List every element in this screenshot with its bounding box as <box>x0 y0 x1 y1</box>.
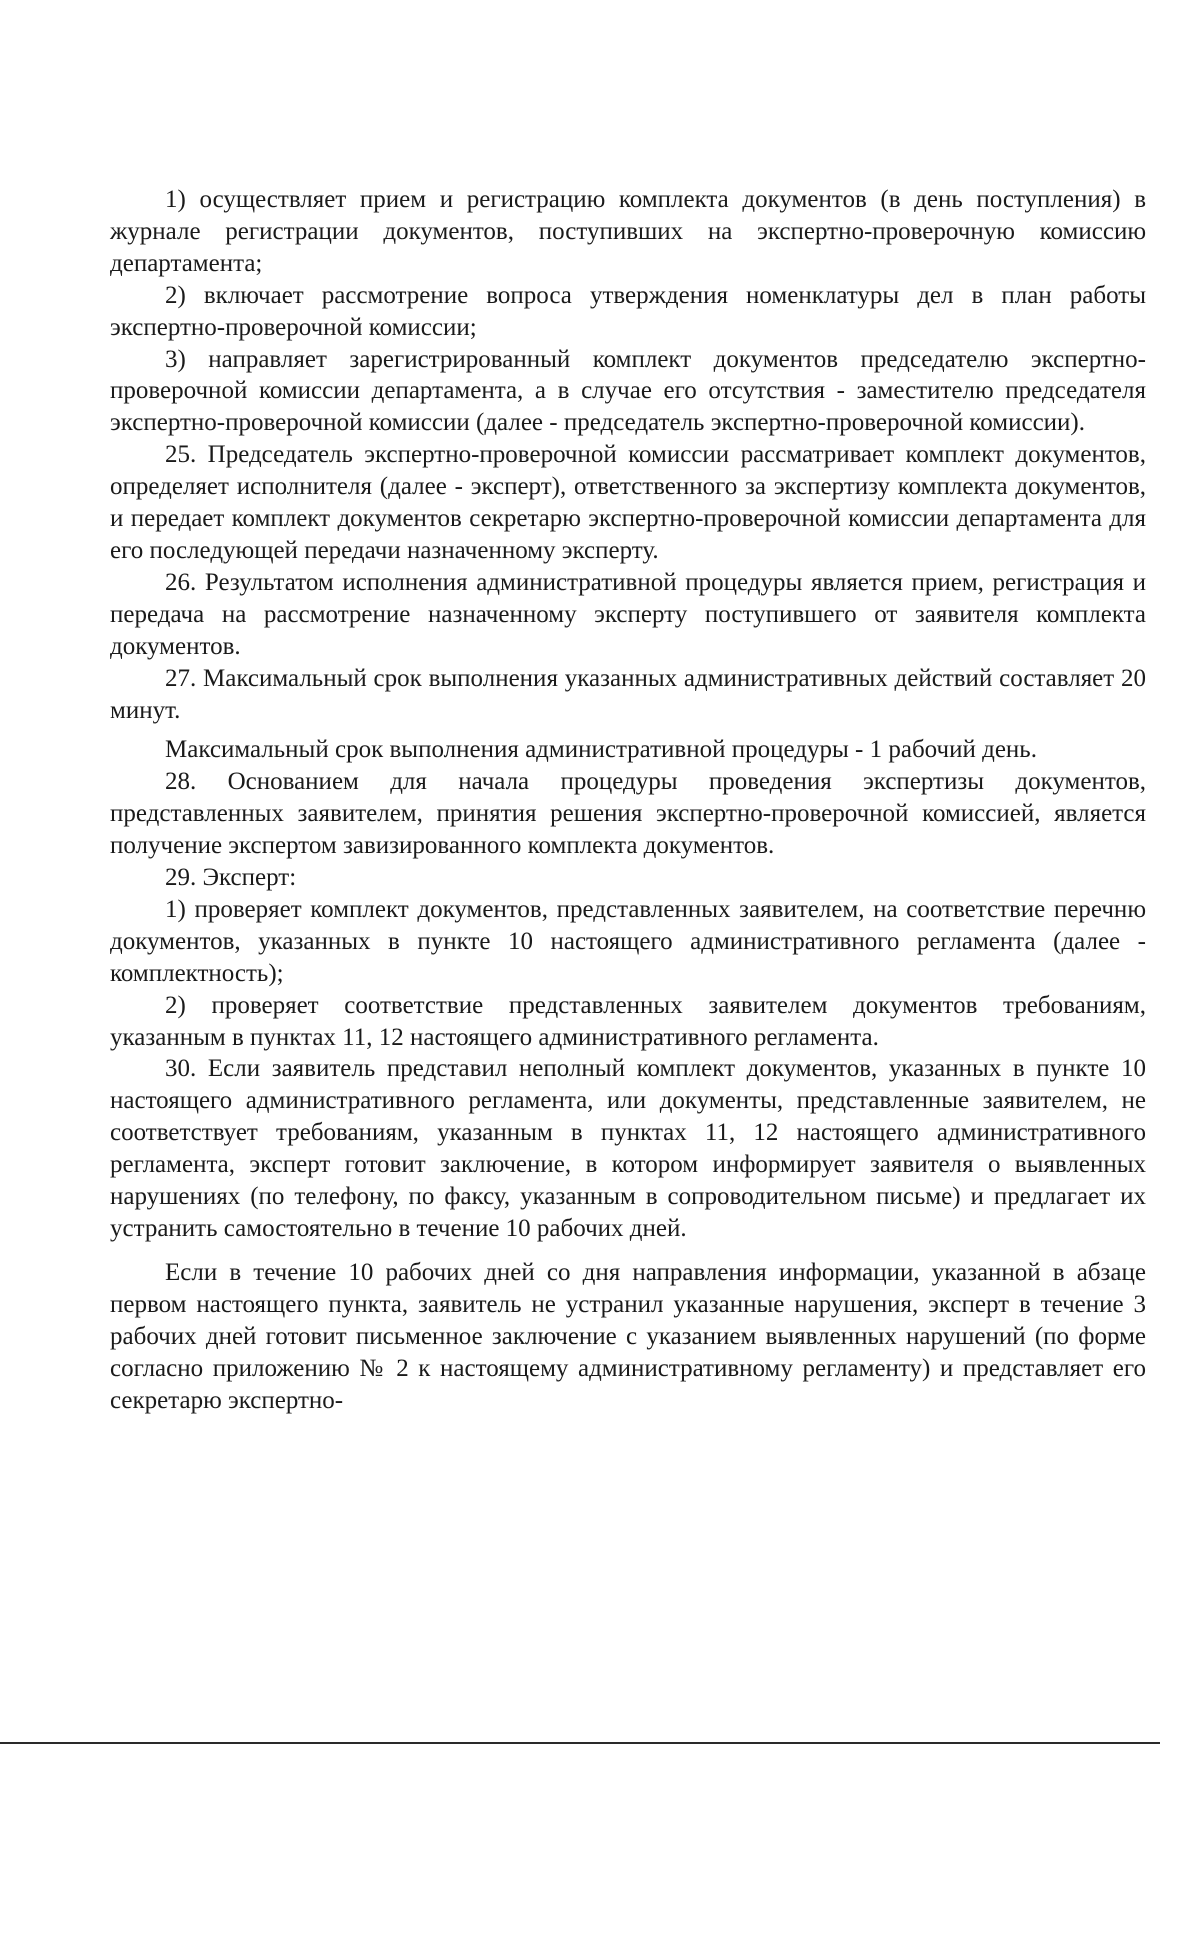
paragraph-26: 26. Результатом исполнения административной процедуры является прием, регистрация и передача на рассмотрение назначенному эксперту поступившего от заявителя комплекта документов. <box>110 568 1146 660</box>
paragraph-25: 25. Председатель экспертно-проверочной комиссии рассматривает комплект документов, определяет исполнителя (далее - эксперт), ответственного за экспертизу комплекта документов, и передает комплект документов секретарю экспертно-проверочной комиссии департамента для его последующей передачи назначенному эксперту. <box>110 441 1146 564</box>
paragraph-27: 27. Максимальный срок выполнения указанных административных действий составляет 20 минут. <box>110 664 1146 724</box>
paragraph-3: 3) направляет зарегистрированный комплект документов председателю экспертно-проверочной комиссии департамента, а в случае его отсутствия - заместителю председателя экспертно-проверочной комиссии (далее - председатель экспертно-проверочной комиссии). <box>110 345 1146 437</box>
paragraph-29: 29. Эксперт: <box>165 864 297 892</box>
paragraph-29-item-1: 1) проверяет комплект документов, представленных заявителем, на соответствие перечню документов, указанных в пункте 10 настоящего административного регламента (далее - комплектность); <box>110 895 1146 987</box>
paragraph-1: 1) осуществляет прием и регистрацию комплекта документов (в день поступления) в журнале регистрации документов, поступивших на экспертно-проверочную комиссию департамента; <box>110 186 1146 277</box>
paragraph-28: 28. Основанием для начала процедуры проведения экспертизы документов, представленных заявителем, принятия решения экспертно-проверочной комиссией, является получение экспертом завизированного комплекта документов. <box>110 768 1146 860</box>
paragraph-2: 2) включает рассмотрение вопроса утверждения номенклатуры дел в план работы экспертно-проверочной комиссии; <box>110 281 1146 341</box>
paragraph-30: 30. Если заявитель представил неполный комплект документов, указанных в пункте 10 настоящего административного регламента, или документы, представленные заявителем, не соответствует требованиям, указанным в пунктах 11, 12 настоящего административного регламента, эксперт готовит заключение, в котором информирует заявителя о выявленных нарушениях (по телефону, по факсу, указанным в сопроводительном письме) и предлагает их устранить самостоятельно в течение 10 рабочих дней. <box>110 1055 1146 1242</box>
paragraph-29-item-2: 2) проверяет соответствие представленных заявителем документов требованиям, указанным в пунктах 11, 12 настоящего административного регламента. <box>110 991 1146 1051</box>
paragraph-27-cont: Максимальный срок выполнения административной процедуры - 1 рабочий день. <box>165 736 1037 764</box>
document-body <box>110 184 1146 1416</box>
paragraph-30-cont: Если в течение 10 рабочих дней со дня направления информации, указанной в абзаце первом настоящего пункта, заявитель не устранил указанные нарушения, эксперт в течение 3 рабочих дней готовит письменное заключение с указанием выявленных нарушений (по форме согласно приложению № 2 к настоящему административному регламенту) и представляет его секретарю экспертно- <box>110 1258 1146 1414</box>
page-bottom-divider <box>0 1742 1160 1744</box>
